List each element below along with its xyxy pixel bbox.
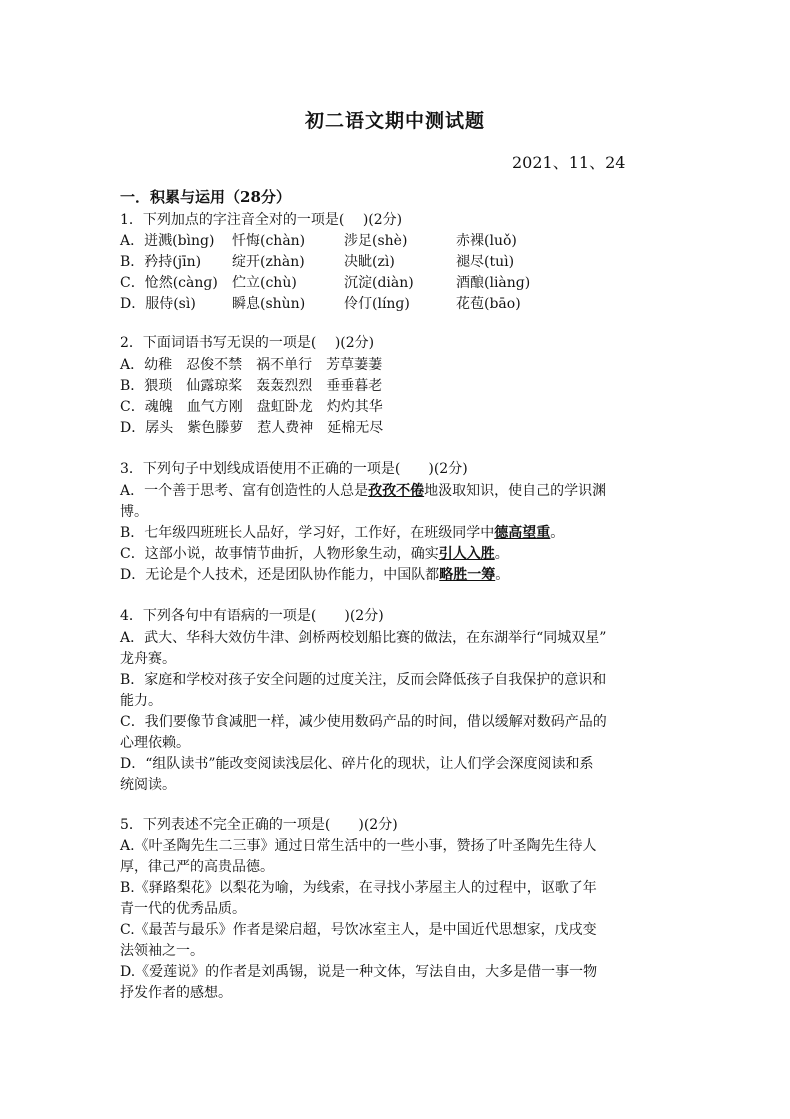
q5-line: D.《爱莲说》的作者是刘禹锡，说是一种文体，写法自由，大多是借一事一物 [120,964,598,980]
section-heading: 一．积累与运用（28分） [120,188,291,206]
q3-option-a [120,481,606,501]
q3-b-idiom: 德高望重 [494,525,551,541]
q1-option: 伫立(chù) [232,275,297,291]
q4-line: 能力。 [120,693,162,709]
q3-option-b [120,523,564,543]
q3-c-text: C．这部小说，故事情节曲折，人物形象生动，确实 [120,546,439,562]
q1-row-b [120,252,514,272]
q2-stem: 2．下面词语书写无误的一项是( )(2分) [120,335,375,351]
q1-row-c [120,273,530,293]
q5-line: 法领袖之一。 [120,943,204,959]
q5-line: B.《驿路梨花》以梨花为喻，为线索，在寻找小茅屋主人的过程中，讴歌了年 [120,880,597,896]
q3-option-c [120,544,509,564]
q2-option-a: A．幼稚 忍俊不禁 祸不单行 芳草萋萋 [120,357,383,373]
q1-option: B．矜持(jīn) [120,254,202,270]
q1-option: 褪尽(tuì) [456,254,515,270]
q2-option-c: C．魂魄 血气方刚 盘虹卧龙 灼灼其华 [120,399,383,415]
q3-a-idiom: 孜孜不倦 [368,483,425,499]
q4-stem: 4．下列各句中有语病的一项是( )(2分) [120,608,384,624]
q3-d-text: D．无论是个人技术，还是团队协作能力，中国队都 [120,567,440,583]
q1-option: 绽开(zhàn) [232,254,305,270]
q1-row-d [120,294,521,314]
q3-option-d [120,565,509,585]
q1-option: 决眦(zì) [344,254,395,270]
q1-row-a [120,231,517,251]
q4-line: 心理依赖。 [120,735,190,751]
q4-line: 统阅读。 [120,777,176,793]
q4-line: B．家庭和学校对孩子安全问题的过度关注，反而会降低孩子自我保护的意识和 [120,672,607,688]
page-title: 初二语文期中测试题 [304,110,485,132]
q1-option: 花苞(bāo) [456,296,521,312]
q3-b-text: B．七年级四班班长人品好，学习好，工作好，在班级同学中 [120,525,495,541]
q1-option: A．迸溅(bìng) [120,233,215,249]
q5-line: A.《叶圣陶先生二三事》通过日常生活中的一些小事，赞扬了叶圣陶先生待人 [120,838,597,854]
q3-d-idiom: 略胜一筹 [439,567,496,583]
q1-stem: 1．下列加点的字注音全对的一项是( )(2分) [120,212,403,228]
q3-option-a-cont: 博。 [120,504,148,520]
q1-option: 涉足(shè) [344,233,408,249]
q5-line: 抒发作者的感想。 [120,985,232,1001]
q5-line: 厚，律己严的高贵品德。 [120,859,274,875]
q5-stem: 5．下列表述不完全正确的一项是( )(2分) [120,817,398,833]
q3-a-text: A．一个善于思考、富有创造性的人总是 [120,483,369,499]
q2-option-d: D．孱头 紫色滕萝 惹人费神 延棉无尽 [120,420,384,436]
q3-c-idiom: 引人入胜 [438,546,495,562]
q4-line: 龙舟赛。 [120,651,176,667]
q4-line: C．我们要像节食减肥一样，减少使用数码产品的时间，借以缓解对数码产品的 [120,714,607,730]
q1-option: 伶仃(línɡ) [344,296,410,312]
q4-line: A．武大、华科大效仿牛津、剑桥两校划船比赛的做法，在东湖举行“同城双星” [120,630,607,646]
q1-option: 瞬息(shùn) [232,296,306,312]
q2-option-b: B．猥琐 仙露琼桨 轰轰烈烈 垂垂暮老 [120,378,383,394]
q3-stem: 3．下列句子中划线成语使用不正确的一项是( )(2分) [120,461,468,477]
q1-option: 酒酿(liànɡ) [456,275,531,291]
q3-c-text-end: 。 [494,546,509,562]
q3-d-text-end: 。 [495,567,510,583]
q1-option: 忏悔(chàn) [232,233,306,249]
q1-option: D．服侍(sì) [120,296,196,312]
q4-line: D．“组队读书”能改变阅读浅层化、碎片化的现状，让人们学会深度阅读和系 [120,756,594,772]
q5-line: C.《最苦与最乐》作者是梁启超，号饮冰室主人，是中国近代思想家，戊戌变 [120,922,597,938]
exam-date: 2021、11、24 [512,153,626,172]
q3-a-text-end: 地汲取知识，使自己的学识渊 [424,483,607,499]
q5-line: 青一代的优秀品质。 [120,901,246,917]
q1-option: 赤裸(luǒ) [456,233,517,249]
q1-option: 沉淀(diàn) [344,275,414,291]
q3-b-text-end: 。 [550,525,565,541]
q1-option: C．怆然(cànɡ) [120,275,218,291]
